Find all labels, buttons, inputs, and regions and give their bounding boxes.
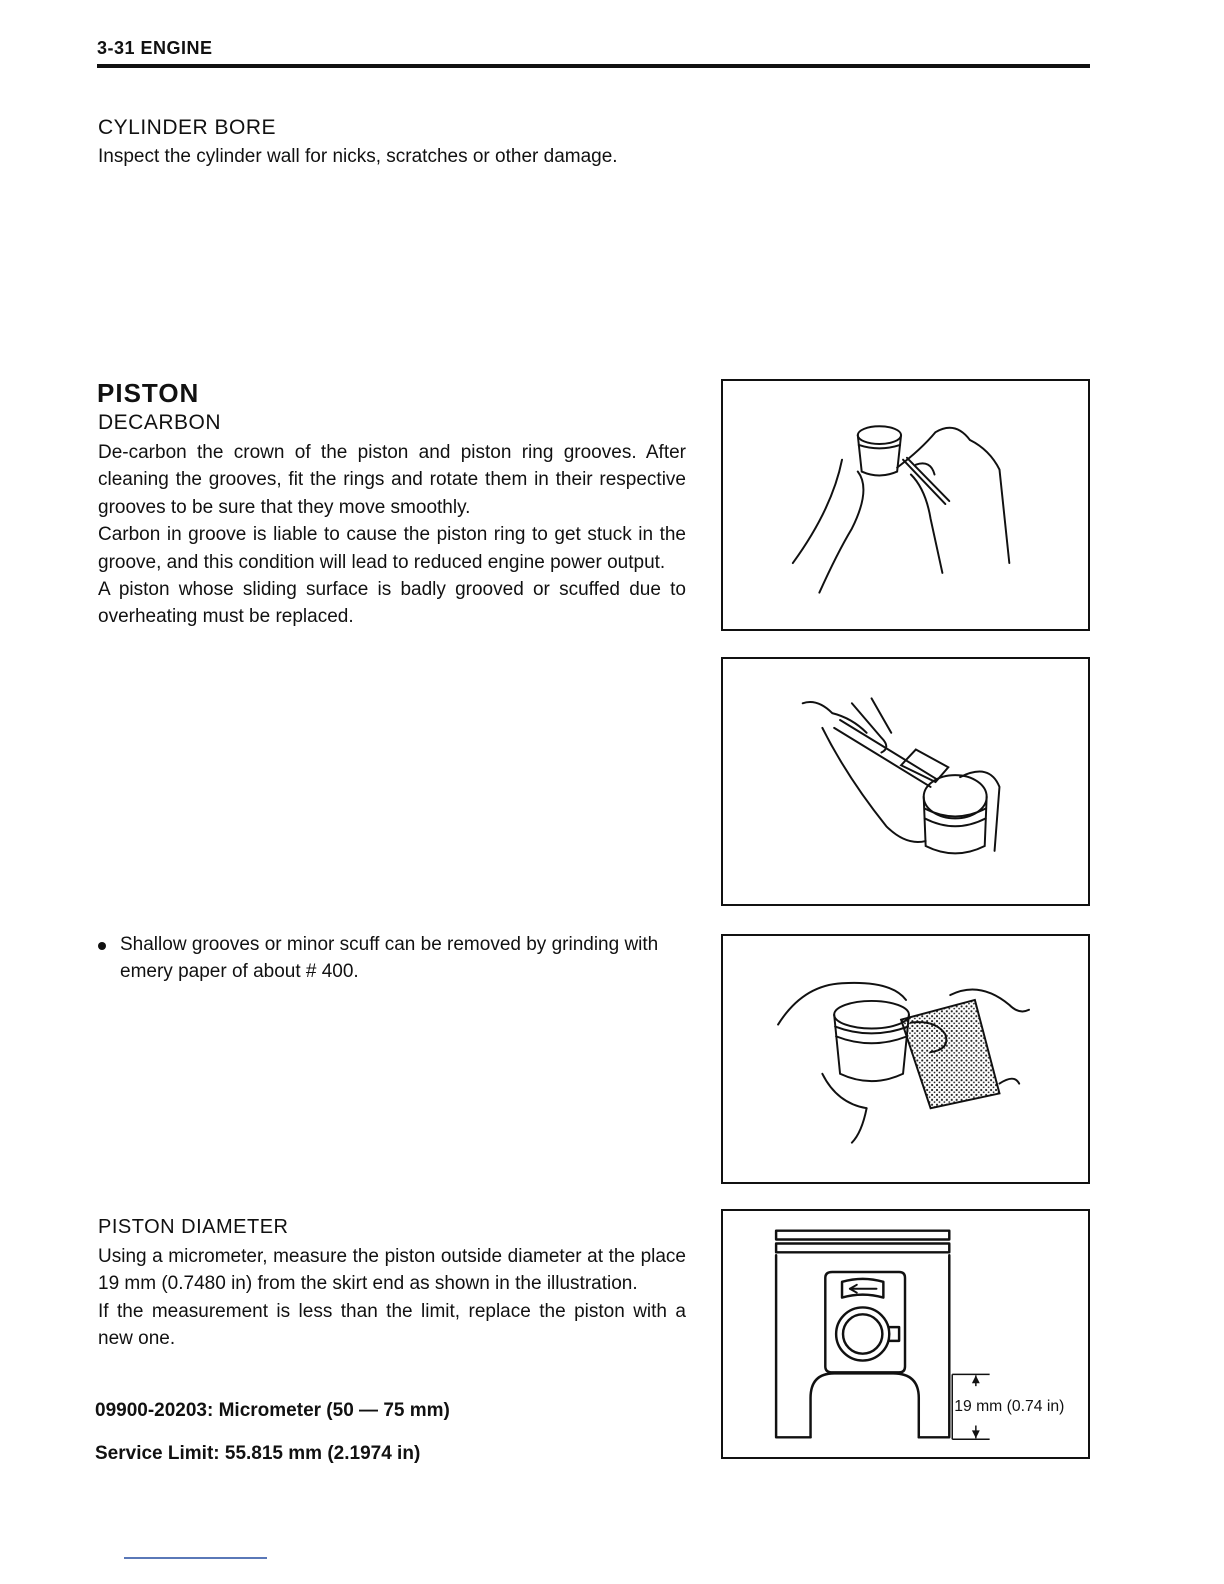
decarbon-body xyxy=(98,439,686,631)
figure-piston-diameter xyxy=(721,1209,1090,1459)
decarbon-heading: DECARBON xyxy=(98,411,222,434)
emery-paper-illustration xyxy=(723,936,1088,1182)
figure-decarbon-hands xyxy=(721,379,1090,631)
page-header: 3-31 ENGINE xyxy=(97,38,213,58)
piston-diameter-paragraph-2: If the measurement is less than the limit, replace the piston with a new one. xyxy=(98,1300,686,1350)
header-rule xyxy=(97,64,1090,68)
decarbon-paragraph-1: De-carbon the crown of the piston and piston ring grooves. After cleaning the grooves, fit the rings and rotate them in their respective grooves to be sure that they move smoothly. xyxy=(98,442,686,518)
cylinder-bore-heading: CYLINDER BORE xyxy=(98,116,277,139)
service-limit: Service Limit: 55.815 mm (2.1974 in) xyxy=(95,1443,421,1464)
micrometer-tool: 09900-20203: Micrometer (50 — 75 mm) xyxy=(95,1400,450,1421)
cylinder-bore-text: Inspect the cylinder wall for nicks, scratches or other damage. xyxy=(98,146,618,167)
grinding-bullet xyxy=(98,931,686,986)
bottom-underline-mark xyxy=(124,1557,267,1559)
decarbon-paragraph-3: A piston whose sliding surface is badly grooved or scuffed due to overheating must be replaced. xyxy=(98,579,686,628)
piston-diameter-paragraph-1: Using a micrometer, measure the piston outside diameter at the place 19 mm (0.7480 in) from the skirt end as shown in the illustration. xyxy=(98,1246,686,1295)
decarbon-paragraph-2: Carbon in groove is liable to cause the piston ring to get stuck in the groove, and this condition will lead to reduced engine power output. xyxy=(98,524,686,573)
figure-scraper-piston xyxy=(721,657,1090,906)
piston-diameter-illustration xyxy=(723,1211,1088,1457)
piston-dimension-label: 19 mm (0.74 in) xyxy=(954,1397,1065,1415)
scraper-piston-illustration xyxy=(723,659,1088,904)
piston-diameter-heading: PISTON DIAMETER xyxy=(98,1216,289,1238)
decarbon-hands-illustration xyxy=(723,381,1088,629)
piston-heading: PISTON xyxy=(97,378,200,408)
piston-diameter-body xyxy=(98,1243,686,1353)
grinding-bullet-text: Shallow grooves or minor scuff can be removed by grinding with emery paper of about # 400. xyxy=(120,934,659,983)
figure-emery-paper xyxy=(721,934,1090,1184)
bullet-icon xyxy=(98,942,106,950)
